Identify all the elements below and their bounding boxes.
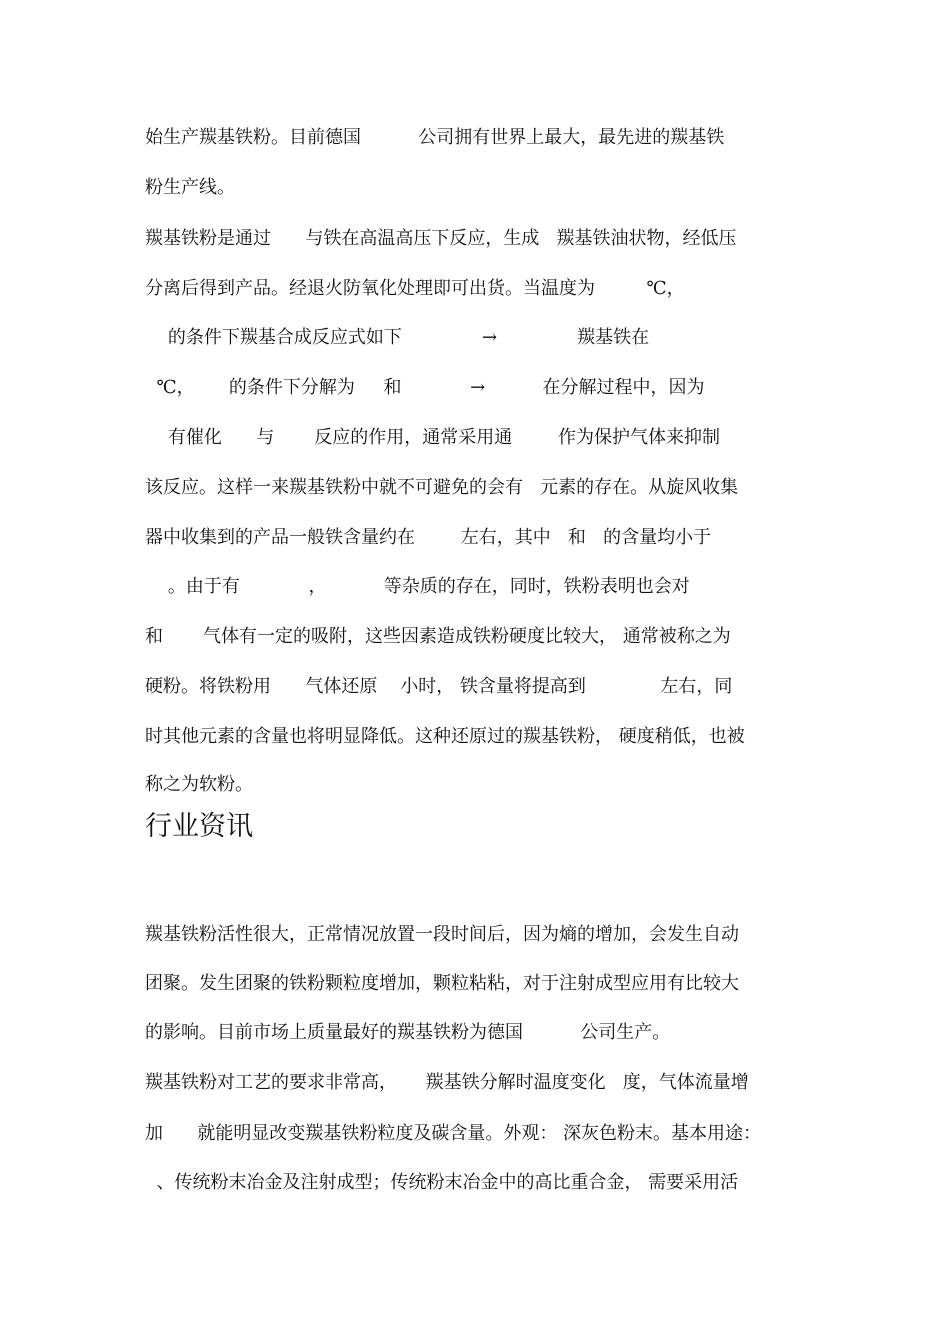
paragraph-line: 始生产羰基铁粉。目前德国 公司拥有世界上最大，最先进的羰基铁 <box>145 127 725 148</box>
paragraph-line: 羰基铁粉是通过 与铁在高温高压下反应，生成 羰基铁油状物，经低压 <box>145 228 737 249</box>
paragraph-line: 称之为软粉。 <box>145 774 253 795</box>
paragraph-line: 和 气体有一定的吸附，这些因素造成铁粉硬度比较大， 通常被称之为 <box>145 626 731 647</box>
paragraph-line: 。由于有 ， 等杂质的存在，同时，铁粉表明也会对 <box>145 576 690 597</box>
paragraph-line: 时其他元素的含量也将明显降低。这种还原过的羰基铁粉， 硬度稍低，也被 <box>145 726 745 747</box>
paragraph-line: 分离后得到产品。经退火防氧化处理即可出货。当温度为 ℃， <box>145 278 685 299</box>
paragraph-line: 团聚。发生团聚的铁粉颗粒度增加，颗粒粘粘，对于注射成型应用有比较大 <box>145 973 739 994</box>
paragraph-line: 粉生产线。 <box>145 177 235 198</box>
paragraph-line: 该反应。这样一来羰基铁粉中就不可避免的会有 元素的存在。从旋风收集 <box>145 477 739 498</box>
paragraph-line: ℃， 的条件下分解为 和 → 在分解过程中，因为 <box>145 377 705 398</box>
paragraph-line: 硬粉。将铁粉用 气体还原 小时， 铁含量将提高到 左右，同 <box>145 676 733 697</box>
paragraph-line: 羰基铁粉活性很大，正常情况放置一段时间后，因为熵的增加，会发生自动 <box>145 924 739 945</box>
paragraph-line: 、传统粉末冶金及注射成型；传统粉末冶金中的高比重合金， 需要采用活 <box>145 1172 739 1193</box>
paragraph-line: 有催化 与 反应的作用，通常采用通 作为保护气体来抑制 <box>145 427 721 448</box>
paragraph-line: 器中收集到的产品一般铁含量约在 左右，其中 和 的含量均小于 <box>145 527 712 548</box>
paragraph-line: 的影响。目前市场上质量最好的羰基铁粉为德国 公司生产。 <box>145 1022 671 1043</box>
paragraph-line: 加 就能明显改变羰基铁粉粒度及碳含量。外观： 深灰色粉末。基本用途： <box>145 1123 762 1144</box>
section-heading: 行业资讯 <box>145 811 253 842</box>
paragraph-line: 的条件下羰基合成反应式如下 → 羰基铁在 <box>145 327 650 348</box>
paragraph-line: 羰基铁粉对工艺的要求非常高， 羰基铁分解时温度变化 度，气体流量增 <box>145 1072 749 1093</box>
